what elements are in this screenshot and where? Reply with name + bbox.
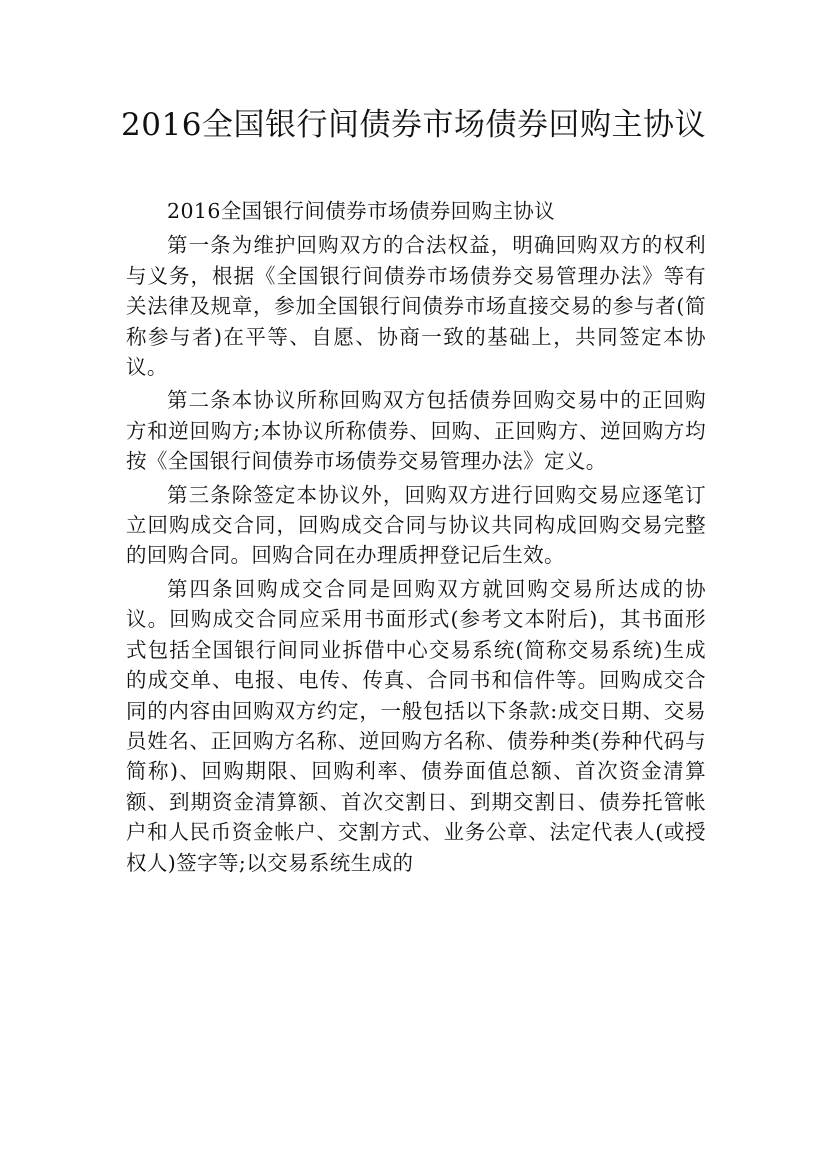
paragraph-article-3: 第三条除签定本协议外，回购双方进行回购交易应逐笔订立回购成交合同，回购成交合同与协议共同构成回购交易完整的回购合同。回购合同在办理质押登记后生效。 bbox=[126, 482, 706, 568]
document-title: 2016全国银行间债券市场债券回购主协议 bbox=[121, 107, 706, 143]
document-body bbox=[126, 196, 706, 881]
paragraph-article-1: 第一条为维护回购双方的合法权益，明确回购双方的权利与义务，根据《全国银行间债券市场债券交易管理办法》等有关法律及规章，参加全国银行间债券市场直接交易的参与者(简称参与者)在平等、自愿、协商一致的基础上，共同签定本协议。 bbox=[126, 233, 706, 380]
document-subtitle: 2016全国银行间债券市场债券回购主协议 bbox=[167, 199, 556, 223]
paragraph-article-2: 第二条本协议所称回购双方包括债券回购交易中的正回购方和逆回购方;本协议所称债券、回购、正回购方、逆回购方均按《全国银行间债券市场债券交易管理办法》定义。 bbox=[126, 388, 706, 474]
paragraph-article-4: 第四条回购成交合同是回购双方就回购交易所达成的协议。回购成交合同应采用书面形式(参考文本附后)，其书面形式包括全国银行间同业拆借中心交易系统(简称交易系统)生成的成交单、电报、电传、传真、合同书和信件等。回购成交合同的内容由回购双方约定，一般包括以下条款:成交日期、交易员姓名、正回购方名称、逆回购方名称、债券种类(券种代码与简称)、回购期限、回购利率、债券面值总额、首次资金清算额、到期资金清算额、首次交割日、到期交割日、债券托管帐户和人民币资金帐户、交割方式、业务公章、法定代表人(或授权人)签字等;以交易系统生成的 bbox=[126, 576, 706, 875]
